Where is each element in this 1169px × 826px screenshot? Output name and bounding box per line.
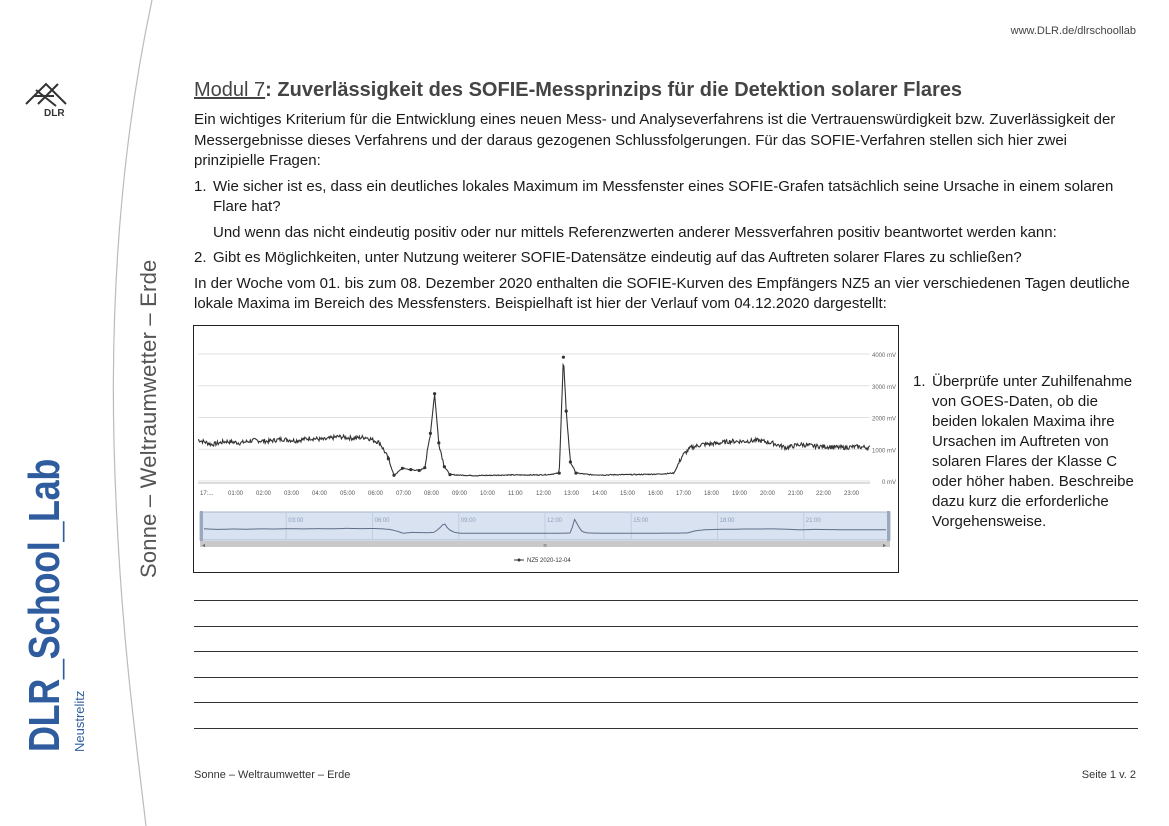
navigator-tick-label: 21:00 <box>805 518 821 524</box>
navigator-tick-label: 15:00 <box>633 518 649 524</box>
x-tick-label: 03:00 <box>284 491 300 497</box>
series-point <box>448 473 451 476</box>
sofie-chart-svg <box>194 326 898 572</box>
x-tick-label: 20:00 <box>760 491 776 497</box>
context-paragraph: In der Woche vom 01. bis zum 08. Dezember 2020 enthalten die SOFIE-Kurven des Empfängers NZ5 an vier verschiedenen Tagen deutliche lokale Maxima im Bereich des Messfensters. Beispielhaft ist hier der Verlauf vom 04.12.2020 dargestellt: <box>194 274 1130 312</box>
question-number: 1. <box>194 177 207 195</box>
x-tick-label: 15:00 <box>620 491 636 497</box>
school-lab-logo <box>20 395 70 752</box>
answer-line[interactable] <box>194 677 1138 678</box>
dlr-logo-text: DLR <box>44 108 65 119</box>
y-tick-label: 4000 mV <box>871 353 896 359</box>
series-point <box>423 466 426 469</box>
y-tick-label: 1000 mV <box>871 448 896 455</box>
x-tick-label: 10:00 <box>480 491 496 497</box>
answer-line[interactable] <box>194 600 1138 601</box>
series-point <box>429 432 432 435</box>
navigator-tick-label: 12:00 <box>547 518 563 524</box>
series-line <box>198 365 870 476</box>
followup-text: Und wenn das nicht eindeutig positiv oder nur mittels Referenzwerten anderer Messverfahren positiv beantwortet werden kann: <box>213 223 1057 241</box>
x-tick-label: 13:00 <box>564 491 580 497</box>
x-tick-label: 18:00 <box>704 491 720 497</box>
dlr-logo-icon <box>22 80 70 110</box>
legend-label: NZ5 2020-12-04 <box>527 558 571 564</box>
navigator-handle-right <box>887 511 890 541</box>
header-url[interactable]: www.DLR.de/dlrschoollab <box>1010 25 1136 37</box>
scroll-left-icon: ◂ <box>202 542 206 549</box>
x-tick-label: 02:00 <box>256 491 272 497</box>
sidebar-subject: Sonne – Weltraumwetter – Erde <box>136 259 161 578</box>
series-point <box>574 471 577 474</box>
x-tick-label: 05:00 <box>340 491 356 497</box>
series-point <box>418 469 421 472</box>
series-point <box>562 356 565 359</box>
question-2 <box>194 248 1134 269</box>
x-tick-label: 01:00 <box>228 491 244 497</box>
series-point <box>433 392 436 395</box>
task-number: 1. <box>913 373 926 390</box>
series-point <box>401 467 404 470</box>
navigator-handle-left <box>200 511 203 541</box>
footer-subject: Sonne – Weltraumwetter – Erde <box>194 769 351 781</box>
series-point <box>392 474 395 477</box>
answer-line[interactable] <box>194 728 1138 729</box>
y-tick-label: 3000 mV <box>871 384 896 391</box>
x-tick-label: 17:00 <box>676 491 692 497</box>
x-tick-label: 19:00 <box>732 491 748 497</box>
navigator-tick-label: 06:00 <box>374 518 390 524</box>
question-number: 2. <box>194 249 207 266</box>
scroll-grip-icon: ≡ <box>543 543 548 549</box>
x-tick-label: 09:00 <box>452 491 468 497</box>
x-tick-label: 14:00 <box>592 491 608 497</box>
y-tick-label: 2000 mV <box>871 416 896 423</box>
series-point <box>565 410 568 413</box>
page-title <box>194 79 962 102</box>
x-tick-label: 17:... <box>200 491 214 497</box>
task-text: Überprüfe unter Zuhilfenahme von GOES-Daten, ob die beiden lokalen Maxima ihre Ursachen im Auftreten von solaren Flares der Klasse C oder höher haben. Beschreibe dazu kurz die erforderliche Vorgehensweise. <box>932 373 1134 530</box>
task-item <box>913 372 1141 532</box>
series-point <box>569 460 572 463</box>
answer-line[interactable] <box>194 651 1138 652</box>
answer-line[interactable] <box>194 702 1138 703</box>
x-tick-label: 11:00 <box>508 491 523 497</box>
legend-marker <box>518 559 521 562</box>
series-point <box>409 468 412 471</box>
series-point <box>437 441 440 444</box>
x-tick-label: 21:00 <box>788 491 804 497</box>
question-text: Gibt es Möglichkeiten, unter Nutzung weiterer SOFIE-Datensätze eindeutig auf das Auftreten solarer Flares zu schließen? <box>213 249 1022 266</box>
x-tick-label: 08:00 <box>424 491 440 497</box>
navigator-tick-label: 09:00 <box>460 518 476 524</box>
title-text: Zuverlässigkeit des SOFIE-Messprinzips für die Detektion solarer Flares <box>277 79 963 101</box>
x-tick-label: 06:00 <box>368 491 384 497</box>
footer-page-number: Seite 1 v. 2 <box>1081 769 1136 781</box>
series-point <box>387 457 390 460</box>
series-point <box>443 465 446 468</box>
answer-line[interactable] <box>194 626 1138 627</box>
navigator-tick-label: 18:00 <box>719 518 735 524</box>
module-label: Modul 7 <box>194 79 266 101</box>
question-1 <box>194 177 1134 218</box>
navigator-tick-label: 03:00 <box>288 518 304 524</box>
school-lab-text: DLR_School_Lab <box>20 459 69 752</box>
title-colon: : <box>265 79 272 101</box>
answer-lines <box>194 600 1138 753</box>
intro-paragraph: Ein wichtiges Kriterium für die Entwicklung eines neuen Mess- und Analyseverfahrens ist die Vertrauenswürdigkeit bzw. Zuverlässigkeit der Messergebnisse dieses Verfahrens und der daraus gezogenen Schlussfolgerungen. Für das SOFIE-Verfahren stellen sich hier zwei prinzipielle Fragen: <box>194 111 1116 169</box>
scroll-right-icon: ▸ <box>883 542 887 549</box>
y-tick-label: 0 mV <box>881 480 896 486</box>
main-text <box>194 110 1134 320</box>
x-tick-label: 04:00 <box>312 491 328 497</box>
series-point <box>558 471 561 474</box>
x-tick-label: 12:00 <box>536 491 552 497</box>
x-tick-label: 16:00 <box>648 491 664 497</box>
x-tick-label: 22:00 <box>816 491 832 497</box>
x-tick-label: 23:00 <box>844 491 860 497</box>
x-tick-label: 07:00 <box>396 491 412 497</box>
question-text: Wie sicher ist es, dass ein deutliches lokales Maximum im Messfenster eines SOFIE-Grafen tatsächlich seine Ursache in einem solaren Flare hat? <box>213 177 1114 215</box>
school-lab-location: Neustrelitz <box>72 690 87 752</box>
sofie-chart <box>193 325 899 573</box>
